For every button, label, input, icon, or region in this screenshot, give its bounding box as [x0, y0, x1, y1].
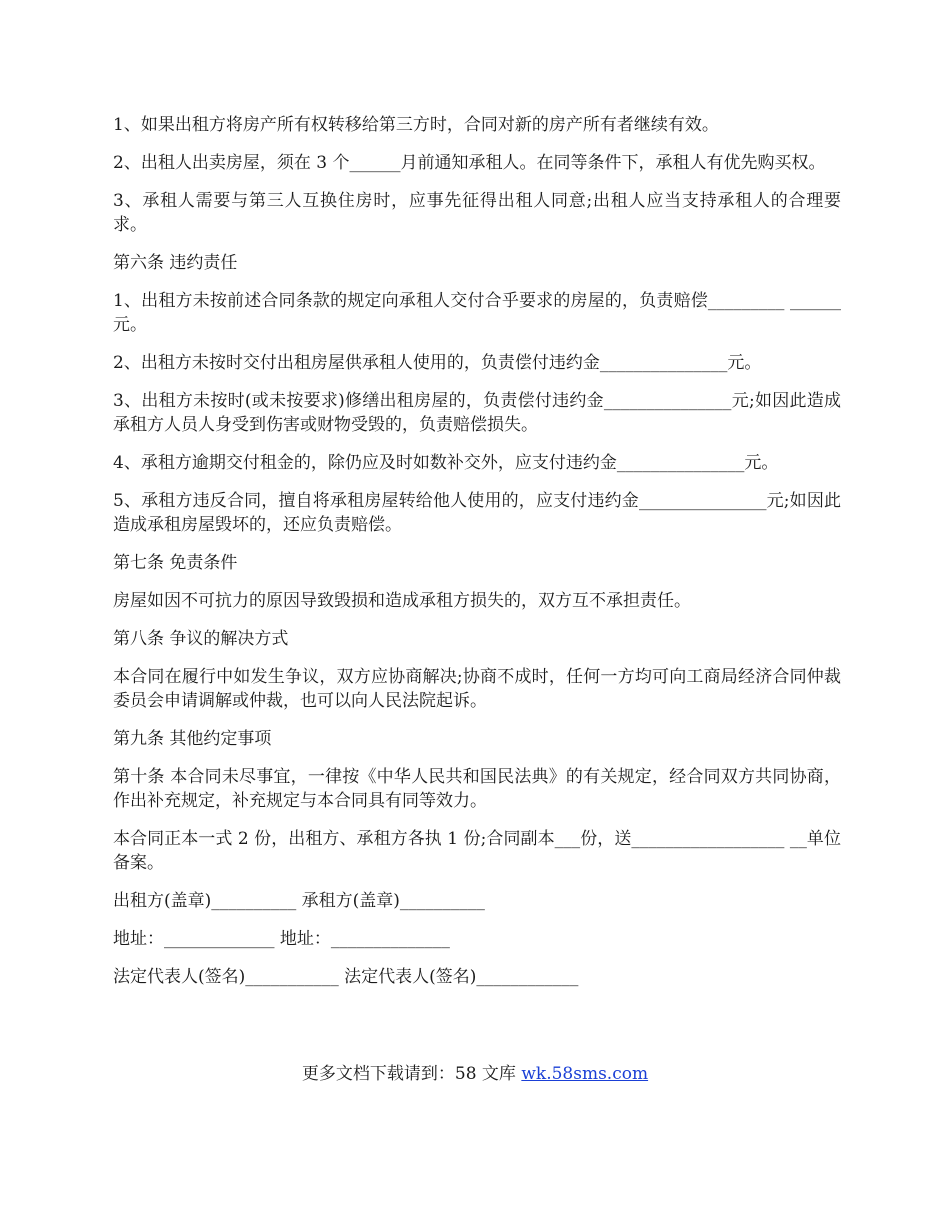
breach-item-4: 4、承租方逾期交付租金的，除仍应及时如数补交外，应支付违约金_______________元。 [113, 453, 779, 473]
section-heading-dispute: 第八条 争议的解决方式 [113, 629, 289, 649]
footer-text: 更多文档下载请到：58 文库 [301, 1064, 522, 1084]
breach-item-3: 3、出租方未按时(或未按要求)修缮出租房屋的，负责偿付违约金_______________元;如因此造成承租方人员人身受到伤害或财物受毁的，负责赔偿损失。 [113, 391, 841, 435]
section-heading-breach: 第六条 违约责任 [113, 253, 238, 273]
dispute-text: 本合同在履行中如发生争议，双方应协商解决;协商不成时，任何一方均可向工商局经济合同仲裁委员会申请调解或仲裁，也可以向人民法院起诉。 [113, 667, 841, 711]
breach-item-2: 2、出租方未按时交付出租房屋供承租人使用的，负责偿付违约金_______________元。 [113, 353, 762, 373]
section-heading-exemption: 第七条 免责条件 [113, 553, 238, 573]
breach-item-5: 5、承租方违反合同，擅自将承租房屋转给他人使用的，应支付违约金_______________元;如因此造成承租房屋毁坏的，还应负责赔偿。 [113, 491, 841, 535]
clause-exchange-housing: 3、承租人需要与第三人互换住房时，应事先征得出租人同意;出租人应当支持承租人的合理要求。 [113, 191, 841, 235]
exemption-text: 房屋如因不可抗力的原因导致毁损和造成承租方损失的，双方互不承担责任。 [113, 591, 691, 611]
section-heading-other: 第九条 其他约定事项 [113, 729, 272, 749]
copies-text: 本合同正本一式 2 份，出租方、承租方各执 1 份;合同副本___份，送__________________ __单位备案。 [113, 829, 841, 873]
clause-transfer-ownership: 1、如果出租方将房产所有权转移给第三方时，合同对新的房产所有者继续有效。 [113, 115, 719, 135]
signature-address-line: 地址：_____________ 地址：______________ [113, 929, 450, 949]
signature-representative-line: 法定代表人(签名)___________ 法定代表人(签名)____________ [113, 967, 579, 987]
breach-item-1: 1、出租方未按前述合同条款的规定向承租人交付合乎要求的房屋的，负责赔偿_________ ______元。 [113, 291, 841, 335]
signature-seal-line: 出租方(盖章)__________ 承租方(盖章)__________ [113, 891, 485, 911]
document-body [113, 113, 841, 1003]
clause-sale-notice: 2、出租人出卖房屋，须在 3 个______月前通知承租人。在同等条件下，承租人有优先购买权。 [113, 153, 826, 173]
section-ten-text: 第十条 本合同未尽事宜，一律按《中华人民共和国民法典》的有关规定，经合同双方共同协商，作出补充规定，补充规定与本合同具有同等效力。 [113, 767, 841, 811]
footer [0, 1062, 950, 1086]
footer-link[interactable]: wk.58sms.com [521, 1064, 649, 1084]
